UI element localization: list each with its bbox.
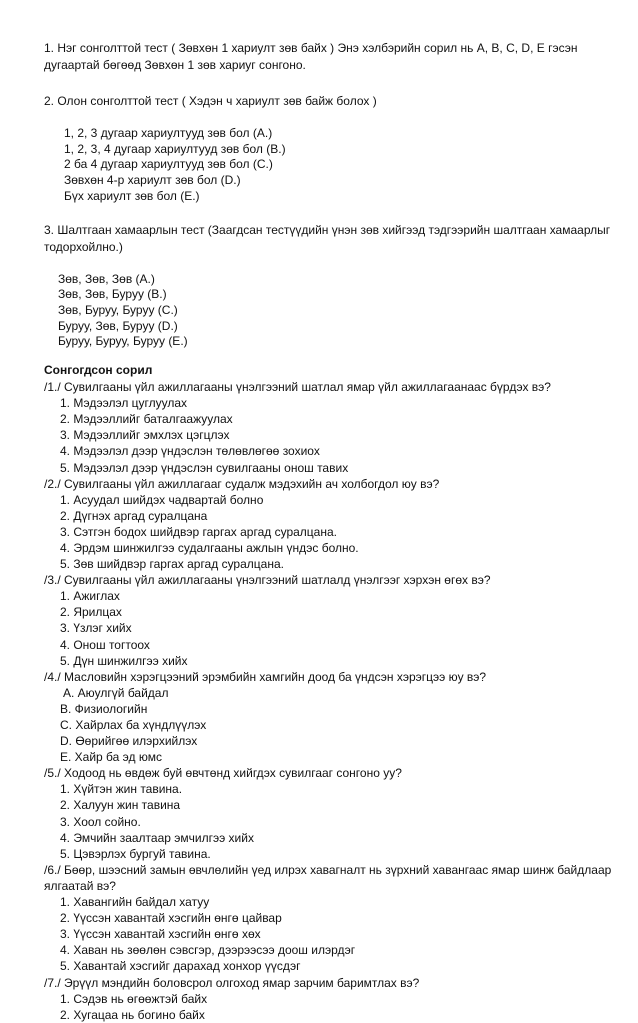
answer-option: 1. Ажиглах	[60, 589, 120, 604]
section-title: Сонгогдсон сорил	[44, 363, 153, 378]
legend-option: Буруу, Буруу, Буруу (E.)	[58, 334, 188, 349]
answer-option: E. Хайр ба эд юмс	[60, 750, 162, 765]
answer-option: C. Хайрлах ба хүндлүүлэх	[60, 718, 207, 732]
answer-option: 3. Мэдээллийг эмхлэх цэгцлэх	[60, 428, 230, 443]
answer-option: 1. Хавангийн байдал хатуу	[60, 895, 210, 910]
intro-paragraph-1: 1. Нэг сонголттой тест ( Зөвхөн 1 хариулт зөв байх ) Энэ хэлбэрийн сорил нь А, В, С, D, Е гэсэн дугаартай бөгөөд Зөвхөн 1 зөв хариуг сонгоно.	[44, 41, 578, 72]
intro-paragraph-3: 3. Шалтгаан хамаарлын тест (Заагдсан тестүүдийн үнэн зөв хийгээд тэдгээрийн шалтгаан хамаарлыг тодорхойлно.)	[44, 222, 611, 254]
answer-option: 5. Хавантай хэсгийг дарахад хонхор үүсдэг	[60, 959, 301, 974]
answer-option: B. Физиологийн	[60, 701, 148, 716]
legend-option: Зөв, Зөв, Буруу (B.)	[58, 287, 167, 302]
question-4	[44, 669, 614, 766]
legend-option: Бүх хариулт зөв бол (E.)	[64, 188, 200, 203]
answer-option: 1. Сэдэв нь өгөөжтэй байх	[60, 991, 208, 1006]
answer-option: 2. Хугацаа нь богино байх	[60, 1007, 205, 1022]
legend-option: 1, 2, 3, 4 дугаар хариултууд зөв бол (B.)	[64, 141, 286, 156]
legend-option: 1, 2, 3 дугаар хариултууд зөв бол (A.)	[64, 126, 273, 140]
answer-option: 4. Хаван нь зөөлөн сэвсгэр, дээрээсээ доош илэрдэг	[60, 943, 356, 958]
answer-option: 2. Халуун жин тавина	[60, 798, 181, 813]
question-text: /4./ Масловийн хэрэгцээний эрэмбийн хамгийн доод ба үндсэн хэрэгцээ юу вэ?	[44, 669, 487, 684]
answer-option: A. Аюулгүй байдал	[63, 685, 169, 700]
answer-option: 1. Асуудал шийдэх чадвартай болно	[60, 492, 264, 507]
answer-option: 2. Дүгнэх аргад суралцана	[60, 508, 208, 523]
answer-option: 3. Сэтгэн бодох шийдвэр гаргах аргад суралцана.	[60, 524, 337, 539]
question-2	[44, 476, 614, 573]
answer-option: D. Өөрийгөө илэрхийлэх	[60, 734, 198, 749]
legend-option: Буруу, Зөв, Буруу (D.)	[58, 318, 178, 333]
multi-choice-legend	[44, 126, 614, 205]
cause-effect-legend	[44, 272, 614, 351]
answer-option: 2. Үүссэн хавантай хэсгийн өнгө цайвар	[60, 911, 282, 926]
question-text: /5./ Ходоод нь өвдөж буй өвчтөнд хийгдэх сувилгааг сонгоно уу?	[44, 766, 402, 781]
legend-option: Зөв, Буруу, Буруу (C.)	[58, 302, 178, 317]
answer-option: 3. Хоол сойно.	[60, 814, 141, 829]
question-7	[44, 975, 614, 1023]
question-text: /1./ Сувилгааны үйл ажиллагааны үнэлгээний шатлал ямар үйл ажиллагаанаас бүрдэх вэ?	[44, 380, 551, 395]
answer-option: 5. Зөв шийдвэр гаргах аргад суралцана.	[60, 557, 284, 572]
question-6	[44, 862, 614, 975]
document-page	[44, 40, 614, 1023]
answer-option: 2. Ярилцах	[60, 605, 122, 620]
question-text: /2./ Сувилгааны үйл ажиллагааг судалж мэдэхийн ач холбогдол юу вэ?	[44, 476, 440, 491]
legend-option: Зөвхөн 4-р хариулт зөв бол (D.)	[64, 173, 241, 188]
answer-option: 5. Мэдээлэл дээр үндэслэн сувилгааны онош тавих	[60, 460, 349, 475]
answer-option: 2. Мэдээллийг баталгаажуулах	[60, 412, 233, 427]
answer-option: 4. Мэдээлэл дээр үндэслэн төлөвлөгөө зохиох	[60, 444, 320, 459]
legend-option: Зөв, Зөв, Зөв (A.)	[58, 271, 155, 286]
question-1	[44, 379, 614, 476]
answer-option: 4. Эмчийн заалтаар эмчилгээ хийх	[60, 830, 254, 845]
question-text: /6./ Бөөр, шээсний замын өвчлөлийн үед илрэх хавагналт нь зүрхний хавангаас ямар шинж байдлаар ялгаатай вэ?	[44, 862, 612, 893]
question-text: /7./ Эрүүл мэндийн боловсрол олгоход ямар зарчим баримтлах вэ?	[44, 975, 420, 990]
answer-option: 3. Үзлэг хийх	[60, 621, 132, 636]
answer-option: 5. Цэвэрлэх бургуй тавина.	[60, 846, 211, 861]
question-5	[44, 765, 614, 862]
question-text: /3./ Сувилгааны үйл ажиллагааны үнэлгээний шатлалд үнэлгээг хэрхэн өгөх вэ?	[44, 573, 491, 588]
intro-paragraph-2: 2. Олон сонголттой тест ( Хэдэн ч хариулт зөв байж болох )	[44, 94, 377, 108]
answer-option: 5. Дүн шинжилгээ хийх	[60, 653, 188, 668]
answer-option: 1. Хүйтэн жин тавина.	[60, 782, 183, 797]
question-3	[44, 572, 614, 669]
legend-option: 2 ба 4 дугаар хариултууд зөв бол (C.)	[64, 157, 273, 172]
answer-option: 4. Онош тогтоох	[60, 637, 150, 652]
answer-option: 1. Мэдээлэл цуглуулах	[60, 396, 188, 411]
answer-option: 3. Үүссэн хавантай хэсгийн өнгө хөх	[60, 927, 261, 942]
answer-option: 4. Эрдэм шинжилгээ судалгааны ажлын үндэс болно.	[60, 540, 359, 555]
